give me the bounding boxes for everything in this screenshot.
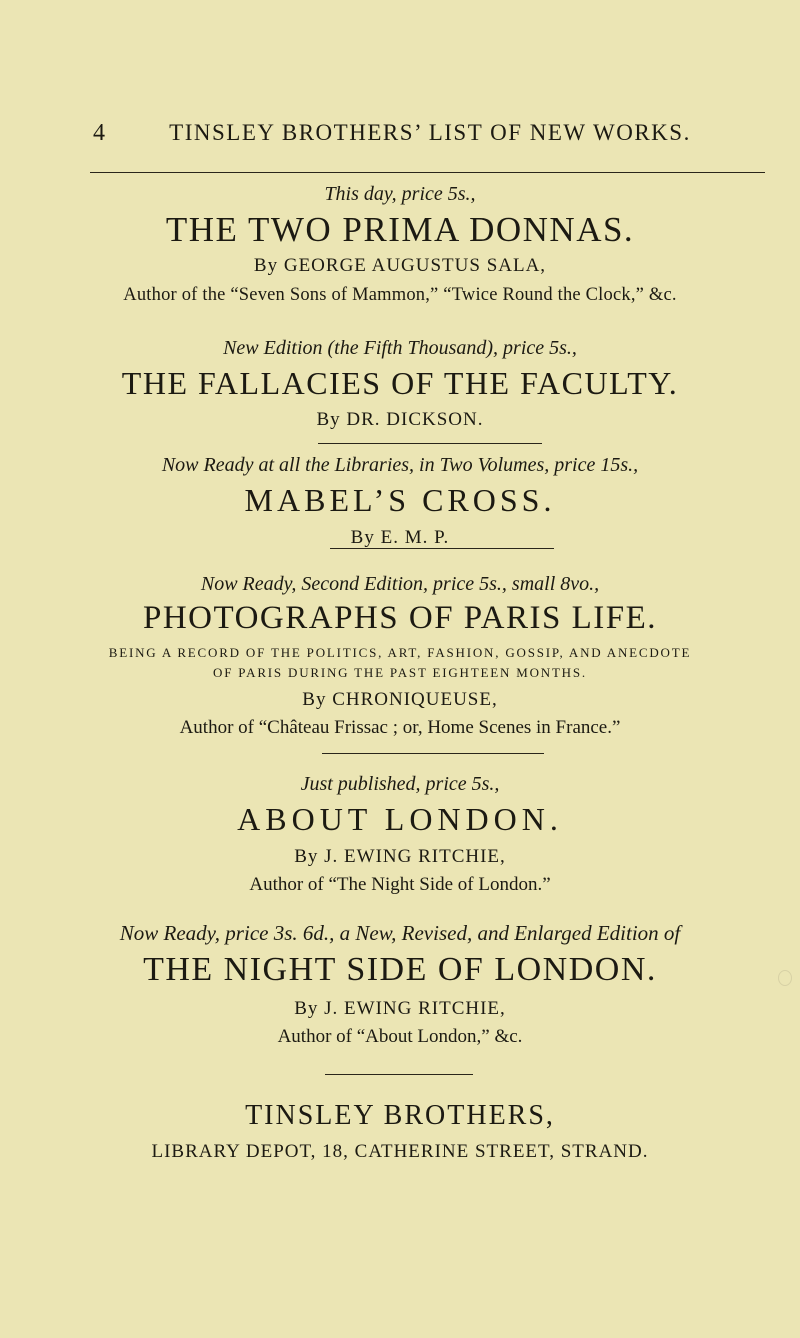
entry-notice: Now Ready at all the Libraries, in Two Volumes, price 15s., [161,454,639,476]
entry-byline: By GEORGE AUGUSTUS SALA, [253,255,547,276]
entry-title: THE TWO PRIMA DONNAS. [165,210,635,249]
entry-title: MABEL’S CROSS. [244,482,556,518]
page-number: 4 [93,120,106,146]
separator-rule [318,443,542,444]
entry-author-note: Author of “The Night Side of London.” [249,874,551,895]
entry-author-note: Author of “About London,” &c. [277,1026,523,1047]
publisher-name: TINSLEY BROTHERS, [245,1100,555,1131]
separator-rule [330,548,554,549]
entry-byline: By E. M. P. [350,527,450,548]
publisher-address: LIBRARY DEPOT, 18, CATHERINE STREET, STRAND. [151,1141,649,1162]
entry-byline: By J. EWING RITCHIE, [294,998,506,1019]
entry-description: OF PARIS DURING THE PAST EIGHTEEN MONTHS. [213,665,587,680]
paper-blemish [778,970,792,986]
entry-notice: New Edition (the Fifth Thousand), price 5s., [223,337,577,359]
entry-description: BEING A RECORD OF THE POLITICS, ART, FASHION, GOSSIP, AND ANECDOTE [108,645,692,660]
entry-byline: By CHRONIQUEUSE, [302,689,498,710]
entry-title: THE NIGHT SIDE OF LONDON. [143,951,657,988]
entry-author-note: Author of the “Seven Sons of Mammon,” “Twice Round the Clock,” &c. [123,285,677,305]
entry-byline: By DR. DICKSON. [316,409,484,430]
entry-notice: Now Ready, price 3s. 6d., a New, Revised, and Enlarged Edition of [119,921,681,945]
entry-title: PHOTOGRAPHS OF PARIS LIFE. [143,600,657,636]
running-title: TINSLEY BROTHERS’ LIST OF NEW WORKS. [169,120,691,145]
entry-byline: By J. EWING RITCHIE, [294,846,506,867]
entry-title: ABOUT LONDON. [237,801,563,837]
entry-notice: This day, price 5s., [324,183,476,205]
entry-author-note: Author of “Château Frissac ; or, Home Scenes in France.” [179,717,621,738]
entry-title: THE FALLACIES OF THE FACULTY. [121,365,679,401]
entry-notice: Now Ready, Second Edition, price 5s., small 8vo., [200,573,600,595]
page-header [0,120,800,160]
header-rule [90,172,765,173]
separator-rule [322,753,544,754]
separator-rule [325,1074,473,1075]
entry-notice: Just published, price 5s., [300,773,500,795]
